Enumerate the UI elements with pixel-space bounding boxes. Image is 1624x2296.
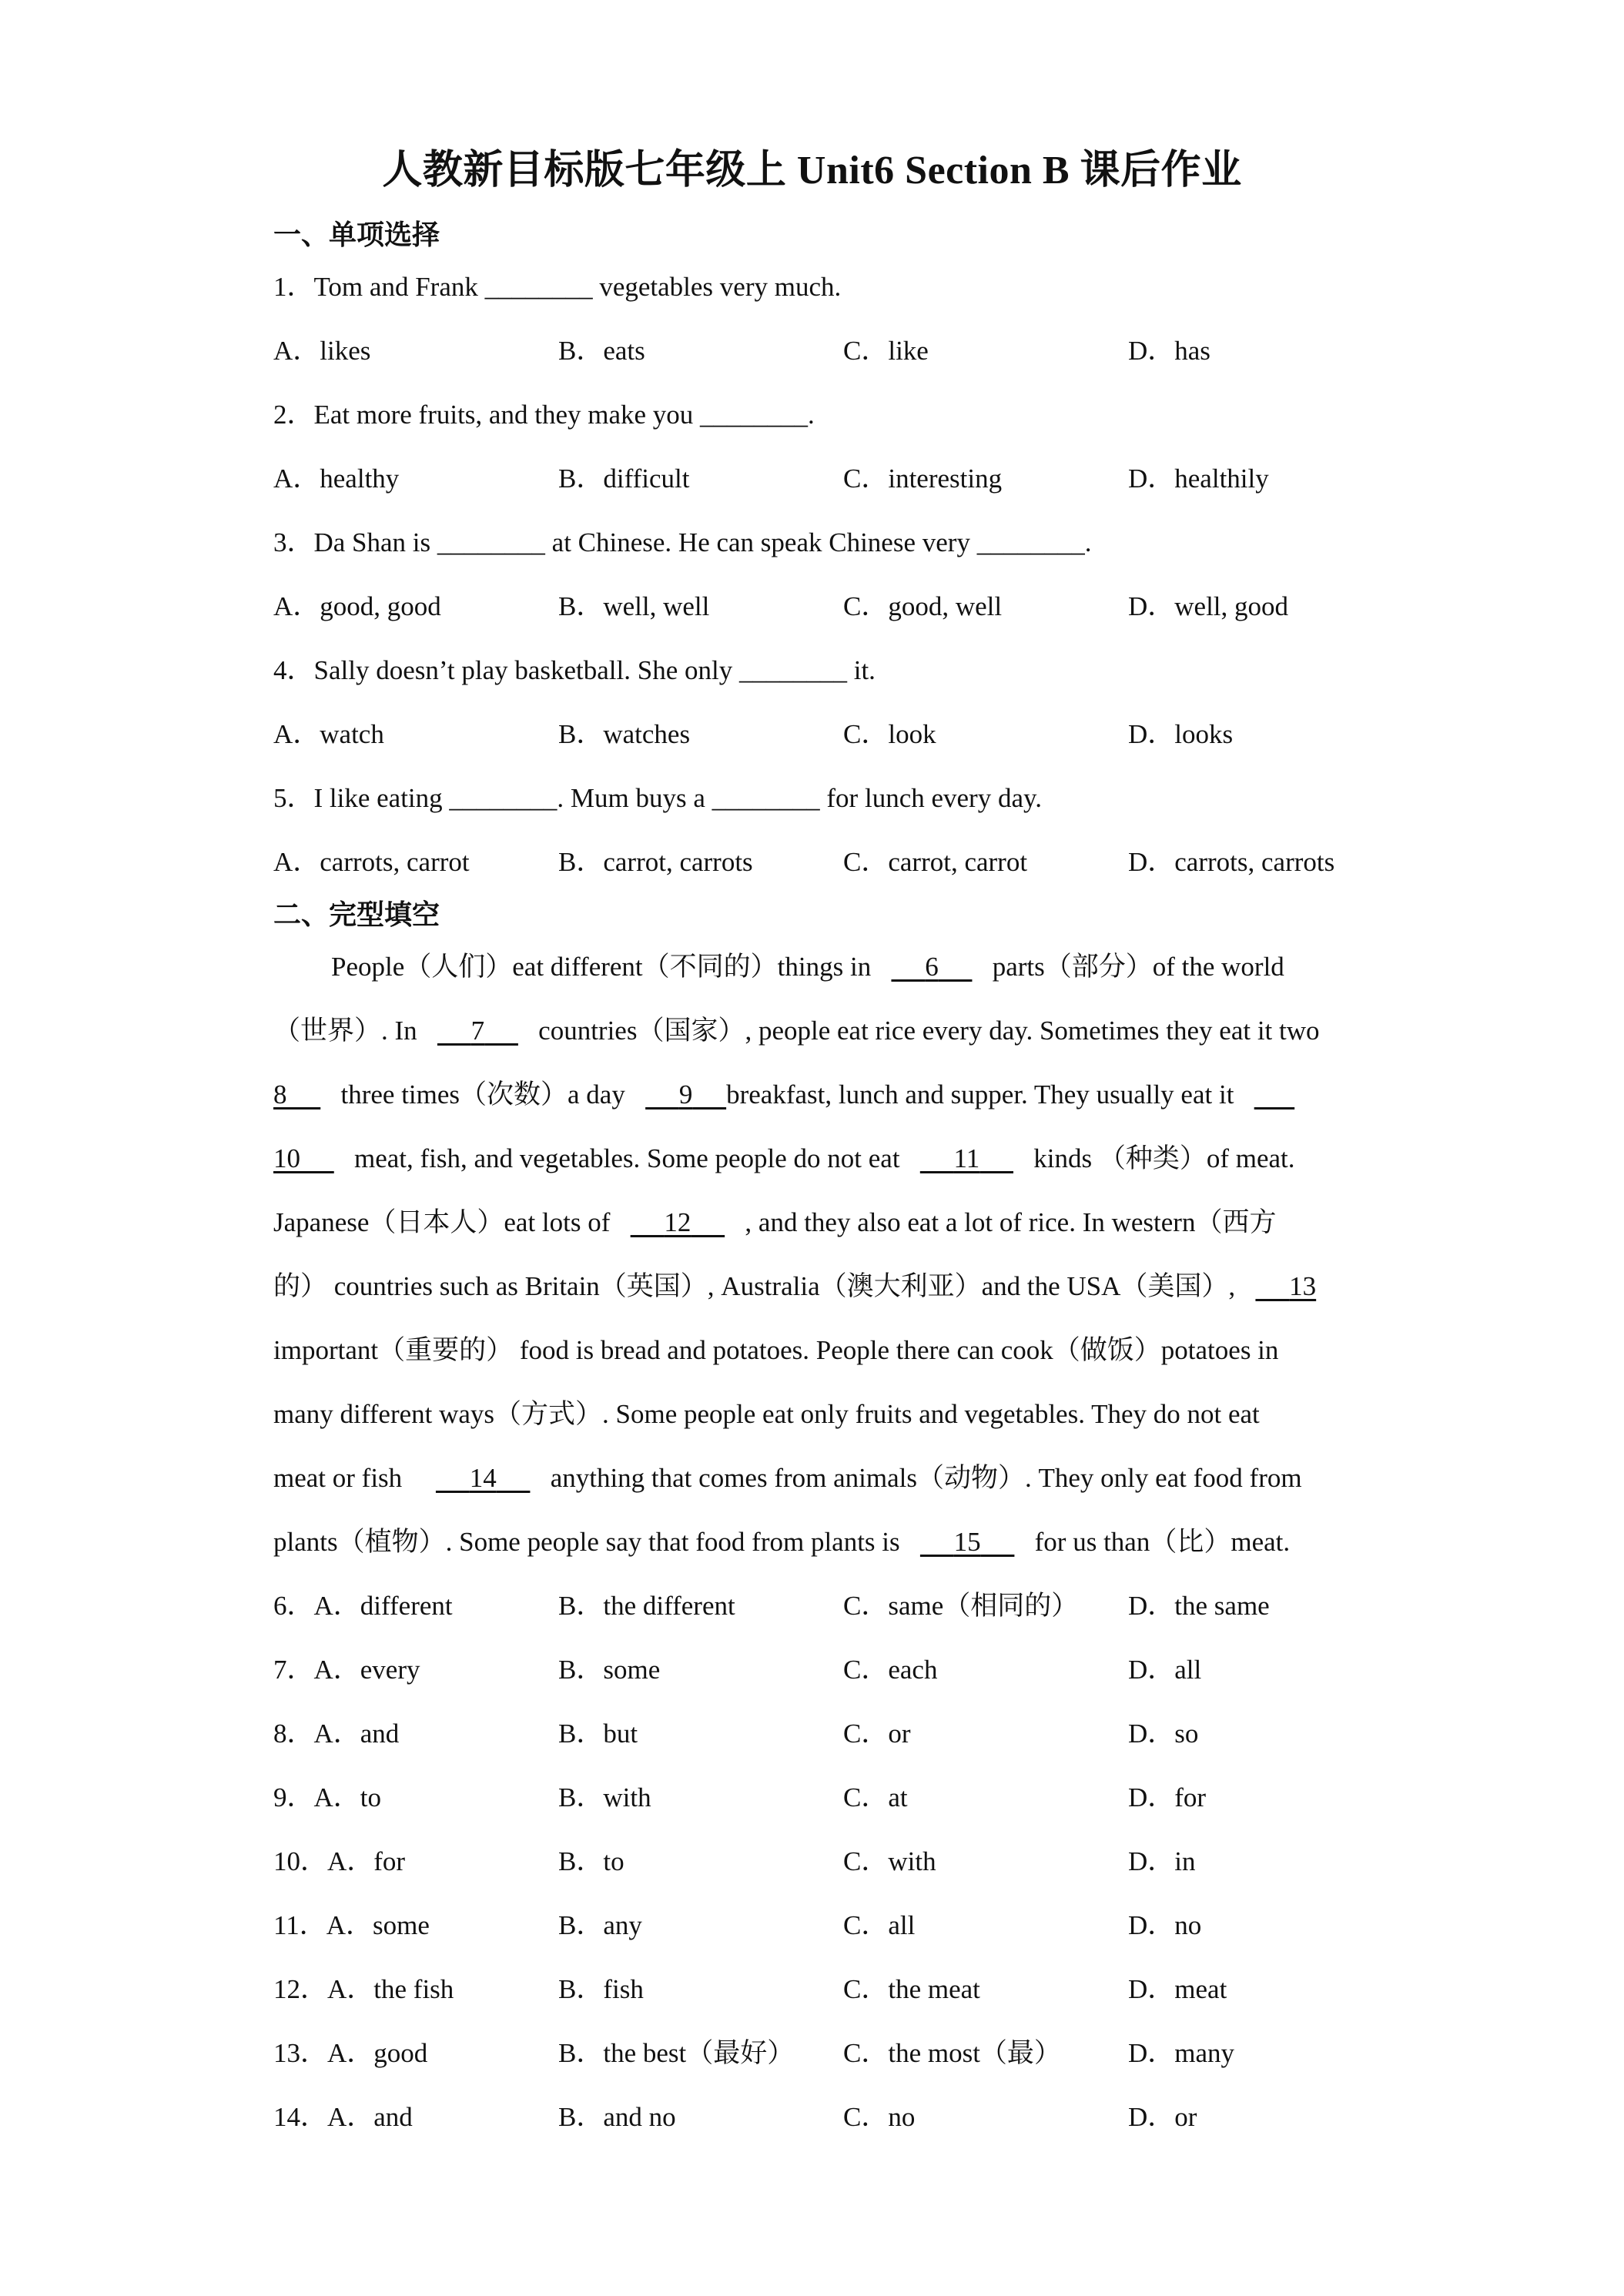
option-a: 13．A．good	[273, 2038, 428, 2068]
passage-line: （世界）. In 7 countries（国家）, people eat rice every day. Sometimes they eat it two	[273, 1016, 1320, 1046]
passage-line: People（人们）eat different（不同的）things in 6 parts（部分）of the world	[331, 952, 1284, 982]
option-b: B．fish	[558, 1974, 644, 2004]
option-b: B．the different	[558, 1591, 735, 1621]
option-row	[273, 2032, 1413, 2067]
option-a: 9．A．to	[273, 1782, 382, 1812]
blank-10: 10	[273, 1143, 300, 1173]
option-b: B．well, well	[558, 591, 710, 621]
option-c: C．good, well	[843, 591, 1003, 621]
option-a: 10．A．for	[273, 1846, 406, 1876]
option-d: D．healthily	[1128, 464, 1269, 494]
option-d: D．carrots, carrots	[1128, 847, 1335, 877]
option-b: B．with	[558, 1782, 651, 1812]
section-heading-cloze: 二、完型填空	[273, 899, 440, 930]
option-a: 6．A．different	[273, 1591, 453, 1621]
blank-13: 13	[1289, 1271, 1317, 1301]
option-row	[273, 1648, 1413, 1684]
passage-line: 8 three times（次数）a day 9 breakfast, lunch and supper. They usually eat it	[273, 1073, 1359, 1112]
option-c: C．same（相同的）	[843, 1591, 1079, 1621]
option-b: B．difficult	[558, 464, 690, 494]
option-a: A．good, good	[273, 591, 441, 621]
passage-line: important（重要的） food is bread and potatoes. People there can cook（做饭）potatoes in	[273, 1335, 1279, 1365]
option-d: D．or	[1128, 2102, 1197, 2132]
option-c: C．interesting	[843, 464, 1003, 494]
option-a: A．likes	[273, 336, 371, 366]
option-d: D．meat	[1128, 1974, 1227, 2004]
option-b: B．eats	[558, 336, 645, 366]
option-c: C．all	[843, 1910, 916, 1940]
option-d: D．many	[1128, 2038, 1235, 2068]
option-b: B．to	[558, 1846, 624, 1876]
option-c: C．like	[843, 336, 929, 366]
question-stem: 3．Da Shan is ________ at Chinese. He can speak Chinese very ________.	[273, 527, 1092, 557]
option-row	[273, 457, 1413, 493]
page-title: 人教新目标版七年级上 Unit6 Section B 课后作业	[382, 149, 1242, 192]
option-d: D．for	[1128, 1782, 1207, 1812]
passage-line: 10 meat, fish, and vegetables. Some people do not eat 11 kinds （种类）of meat.	[273, 1143, 1295, 1173]
option-c: C．the meat	[843, 1974, 980, 2004]
option-row	[273, 585, 1413, 621]
option-row	[273, 1712, 1413, 1748]
option-d: D．well, good	[1128, 591, 1289, 621]
option-c: C．or	[843, 1719, 911, 1749]
option-d: D．the same	[1128, 1591, 1270, 1621]
option-b: B．the best（最好）	[558, 2038, 795, 2068]
option-c: C．carrot, carrot	[843, 847, 1028, 877]
question-stem: 1．Tom and Frank ________ vegetables very much.	[273, 272, 842, 302]
option-a: 7．A．every	[273, 1655, 420, 1685]
option-row	[273, 330, 1413, 365]
option-c: C．each	[843, 1655, 938, 1685]
option-c: C．with	[843, 1846, 936, 1876]
passage-line: 的） countries such as Britain（英国）, Australia（澳大利亚）and the USA（美国）, 13	[273, 1271, 1317, 1301]
option-c: C．at	[843, 1782, 908, 1812]
option-b: B．watches	[558, 719, 691, 749]
passage-line: many different ways（方式）. Some people eat only fruits and vegetables. They do not eat	[273, 1399, 1260, 1429]
option-a: 11．A．some	[273, 1910, 430, 1940]
question-stem: 5．I like eating ________. Mum buys a ________ for lunch every day.	[273, 783, 1042, 813]
option-d: D．all	[1128, 1655, 1202, 1685]
option-d: D．in	[1128, 1846, 1196, 1876]
blank-6: 6	[925, 952, 939, 982]
option-d: D．has	[1128, 336, 1210, 366]
passage-line: plants（植物）. Some people say that food from plants is 15 for us than（比）meat.	[273, 1527, 1291, 1557]
option-row	[273, 1585, 1413, 1620]
option-c: C．no	[843, 2102, 916, 2132]
option-row	[273, 1904, 1413, 1940]
option-row	[273, 1776, 1413, 1812]
passage-line: Japanese（日本人）eat lots of 12 , and they also eat a lot of rice. In western（西方	[273, 1207, 1277, 1237]
option-a: 12．A．the fish	[273, 1974, 454, 2004]
blank-12: 12	[664, 1207, 691, 1237]
blank-14: 14	[469, 1463, 497, 1493]
option-d: D．so	[1128, 1719, 1199, 1749]
option-a: A．watch	[273, 719, 384, 749]
option-a: 14．A．and	[273, 2102, 413, 2132]
option-b: B．some	[558, 1655, 661, 1685]
option-d: D．no	[1128, 1910, 1202, 1940]
option-row	[273, 841, 1413, 876]
option-row	[273, 1840, 1413, 1876]
option-row	[273, 1968, 1413, 2003]
option-c: C．the most（最）	[843, 2038, 1061, 2068]
blank-7: 7	[470, 1016, 485, 1046]
blank-11: 11	[953, 1143, 980, 1173]
option-a: A．healthy	[273, 464, 400, 494]
option-b: B．but	[558, 1719, 638, 1749]
blank-10-start	[1254, 1079, 1295, 1110]
passage-line: meat or fish 14 anything that comes from animals（动物）. They only eat food from	[273, 1463, 1302, 1493]
question-stem: 4．Sally doesn’t play basketball. She only ________ it.	[273, 655, 876, 685]
option-a: A．carrots, carrot	[273, 847, 470, 877]
blank-8: 8	[273, 1079, 287, 1110]
option-d: D．looks	[1128, 719, 1234, 749]
option-b: B．and no	[558, 2102, 676, 2132]
blank-9: 9	[678, 1079, 693, 1110]
question-stem: 2．Eat more fruits, and they make you ________.	[273, 400, 815, 430]
option-c: C．look	[843, 719, 936, 749]
blank-15: 15	[953, 1527, 981, 1557]
option-row	[273, 713, 1413, 748]
section-heading-multiple-choice: 一、单项选择	[273, 219, 440, 250]
option-b: B．carrot, carrots	[558, 847, 753, 877]
option-a: 8．A．and	[273, 1719, 400, 1749]
option-row	[273, 2096, 1413, 2131]
option-b: B．any	[558, 1910, 642, 1940]
